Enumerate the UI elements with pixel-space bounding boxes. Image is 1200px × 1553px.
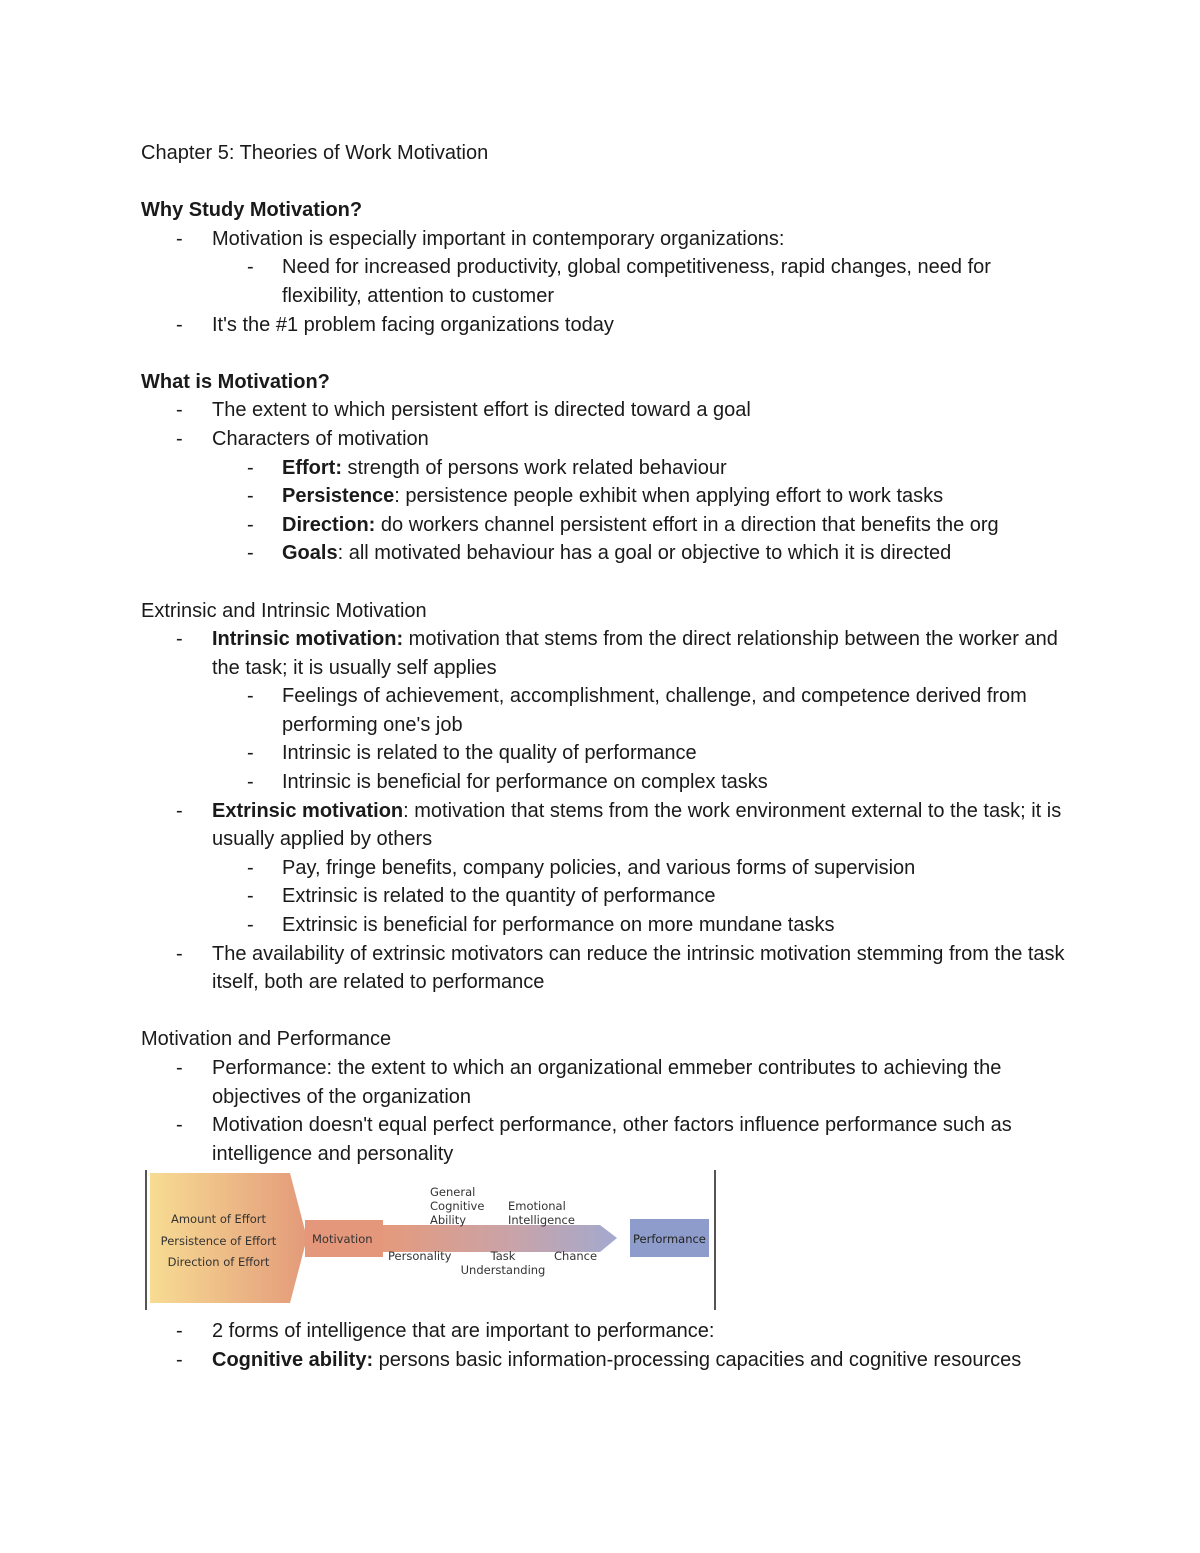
list-item-text: Motivation doesn't equal perfect performance, other factors influence performance such as intelligence and personality bbox=[212, 1114, 1012, 1165]
dash-marker: - bbox=[247, 885, 254, 908]
task-understanding-label bbox=[458, 1249, 548, 1277]
list-item-text: Pay, fringe benefits, company policies, and various forms of supervision bbox=[282, 856, 916, 879]
page-title: Chapter 5: Theories of Work Motivation bbox=[141, 142, 489, 164]
arrow-shaft bbox=[383, 1225, 617, 1252]
definition: motivation that stems from the direct relationship between the worker and the task; it is usually self applies bbox=[212, 628, 1058, 679]
heading-extrinsic-intrinsic: Extrinsic and Intrinsic Motivation bbox=[141, 599, 427, 622]
list-item bbox=[141, 911, 1071, 940]
label-line: Understanding bbox=[460, 1263, 546, 1277]
list-item-text: Intrinsic is beneficial for performance on complex tasks bbox=[282, 771, 768, 794]
dash-marker: - bbox=[247, 914, 254, 937]
heading-why-study: Why Study Motivation? bbox=[141, 199, 363, 222]
motivation-label: Motivation bbox=[312, 1232, 373, 1246]
heading-motivation-performance: Motivation and Performance bbox=[141, 1028, 392, 1051]
definition: do workers channel persistent effort in a direction that benefits the org bbox=[375, 513, 999, 536]
label-line: Ability bbox=[430, 1213, 467, 1227]
definition: : persistence people exhibit when applying effort to work tasks bbox=[394, 485, 944, 508]
list-item bbox=[141, 225, 1071, 254]
dash-marker: - bbox=[176, 628, 183, 651]
list-item-text: The availability of extrinsic motivators can reduce the intrinsic motivation stemming from the task itself, both are related to performance bbox=[212, 942, 1065, 994]
definition: persons basic information-processing capacities and cognitive resources bbox=[373, 1348, 1022, 1371]
label-line: General bbox=[430, 1185, 476, 1199]
list-item bbox=[141, 253, 1071, 310]
dash-marker: - bbox=[247, 542, 254, 565]
effort-line: Persistence of Effort bbox=[160, 1233, 277, 1248]
list-item bbox=[141, 854, 1071, 883]
definition: : motivation that stems from the work environment external to the task; it is usually applied by others bbox=[212, 799, 1062, 851]
list-item-text: It's the #1 problem facing organizations today bbox=[212, 313, 614, 336]
heading-what-is: What is Motivation? bbox=[141, 370, 330, 393]
dash-marker: - bbox=[176, 313, 183, 336]
term: Extrinsic motivation bbox=[212, 799, 404, 822]
term: Intrinsic motivation: bbox=[212, 628, 404, 651]
dash-marker: - bbox=[176, 1057, 183, 1079]
dash-marker: - bbox=[247, 456, 254, 479]
list-item bbox=[141, 454, 1071, 483]
label-line: Emotional bbox=[508, 1199, 566, 1213]
list-item bbox=[141, 1346, 1071, 1375]
emotional-intelligence-label bbox=[508, 1199, 575, 1227]
list-item-text: Performance: the extent to which an organizational emmeber contributes to achieving the objectives of the organization bbox=[212, 1057, 1002, 1108]
document-page bbox=[141, 139, 1071, 1168]
effort-line: Amount of Effort bbox=[170, 1212, 267, 1226]
list-item-text: Need for increased productivity, global competitiveness, rapid changes, need for flexibility, attention to customer bbox=[282, 256, 991, 307]
term: Persistence bbox=[282, 485, 395, 508]
term: Goals bbox=[282, 542, 338, 565]
list-item bbox=[141, 425, 1071, 454]
list-item bbox=[141, 1317, 1071, 1346]
dash-marker: - bbox=[176, 1114, 183, 1137]
list-item bbox=[141, 539, 1071, 568]
list-item-text: Motivation is especially important in contemporary organizations: bbox=[212, 227, 785, 250]
dash-marker: - bbox=[176, 399, 183, 422]
label-line: Task bbox=[490, 1249, 516, 1263]
dash-marker: - bbox=[176, 427, 183, 450]
dash-marker: - bbox=[247, 856, 254, 879]
list-item-text: Intrinsic is related to the quality of performance bbox=[282, 742, 697, 765]
list-item-text: Feelings of achievement, accomplishment, challenge, and competence derived from performing one's job bbox=[282, 685, 1027, 736]
list-item-text: The extent to which persistent effort is directed toward a goal bbox=[212, 399, 751, 422]
definition: : all motivated behaviour has a goal or objective to which it is directed bbox=[337, 542, 952, 565]
list-item-text: Extrinsic is beneficial for performance on more mundane tasks bbox=[282, 914, 835, 937]
dash-marker: - bbox=[247, 256, 254, 279]
dash-marker: - bbox=[247, 742, 254, 765]
dash-marker: - bbox=[247, 685, 254, 708]
definition: strength of persons work related behaviour bbox=[341, 456, 727, 479]
list-item-text: Characters of motivation bbox=[212, 427, 429, 450]
dash-marker: - bbox=[176, 1320, 183, 1342]
dash-marker: - bbox=[247, 513, 254, 536]
effort-labels bbox=[151, 1209, 286, 1274]
term: Effort: bbox=[282, 456, 342, 479]
term: Cognitive ability: bbox=[212, 1348, 374, 1371]
list-item-text: 2 forms of intelligence that are important to performance: bbox=[212, 1320, 715, 1342]
effort-line: Direction of Effort bbox=[167, 1255, 270, 1269]
term: Direction: bbox=[282, 513, 376, 536]
list-item bbox=[141, 1111, 1071, 1168]
list-item-text: Extrinsic is related to the quantity of performance bbox=[282, 885, 716, 908]
personality-label: Personality bbox=[388, 1249, 452, 1263]
label-line: Cognitive bbox=[430, 1199, 485, 1213]
list-item bbox=[141, 940, 1071, 997]
motivation-performance-diagram bbox=[145, 1170, 717, 1310]
list-item bbox=[141, 739, 1071, 768]
list-item bbox=[141, 625, 1071, 682]
chance-label: Chance bbox=[554, 1249, 598, 1263]
dash-marker: - bbox=[176, 799, 183, 822]
document-page-continued bbox=[141, 1317, 1071, 1374]
list-item bbox=[141, 511, 1071, 540]
label-line: Intelligence bbox=[508, 1213, 575, 1227]
dash-marker: - bbox=[176, 1348, 183, 1371]
list-item bbox=[141, 311, 1071, 340]
list-item bbox=[141, 482, 1071, 511]
dash-marker: - bbox=[247, 485, 254, 508]
list-item bbox=[141, 797, 1071, 854]
list-item bbox=[141, 682, 1071, 739]
list-item bbox=[141, 396, 1071, 425]
dash-marker: - bbox=[247, 771, 254, 794]
list-item bbox=[141, 768, 1071, 797]
general-cognitive-ability-label bbox=[430, 1185, 484, 1227]
dash-marker: - bbox=[176, 227, 183, 250]
performance-label: Performance bbox=[633, 1232, 706, 1246]
list-item bbox=[141, 882, 1071, 911]
dash-marker: - bbox=[176, 942, 183, 965]
list-item bbox=[141, 1054, 1071, 1111]
